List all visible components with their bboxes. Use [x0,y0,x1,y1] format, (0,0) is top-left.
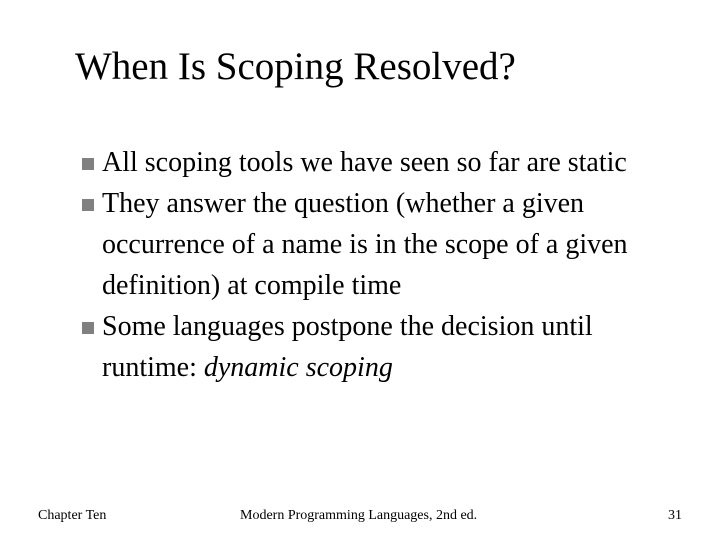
emphasized-term: dynamic scoping [203,352,393,383]
bullet-text: All scoping tools we have seen so far are static [102,147,627,178]
footer-book-title: Modern Programming Languages, 2nd ed. [240,508,478,523]
bullet-text [102,306,682,388]
bullet-text: They answer the question (whether a given occurrence of a name is in the scope of a given definition) at compile time [102,188,628,301]
bullet-item [82,142,682,183]
square-bullet-icon [82,322,94,334]
bullet-item [82,306,682,388]
bullet-item [82,183,682,306]
bullet-text-plain: Some languages postpone the decision until runtime: [102,311,593,383]
slide-title: When Is Scoping Resolved? [75,45,516,88]
square-bullet-icon [82,199,94,211]
bullet-list [82,142,682,388]
page-number: 31 [668,508,682,523]
footer-chapter: Chapter Ten [38,508,107,523]
square-bullet-icon [82,158,94,170]
